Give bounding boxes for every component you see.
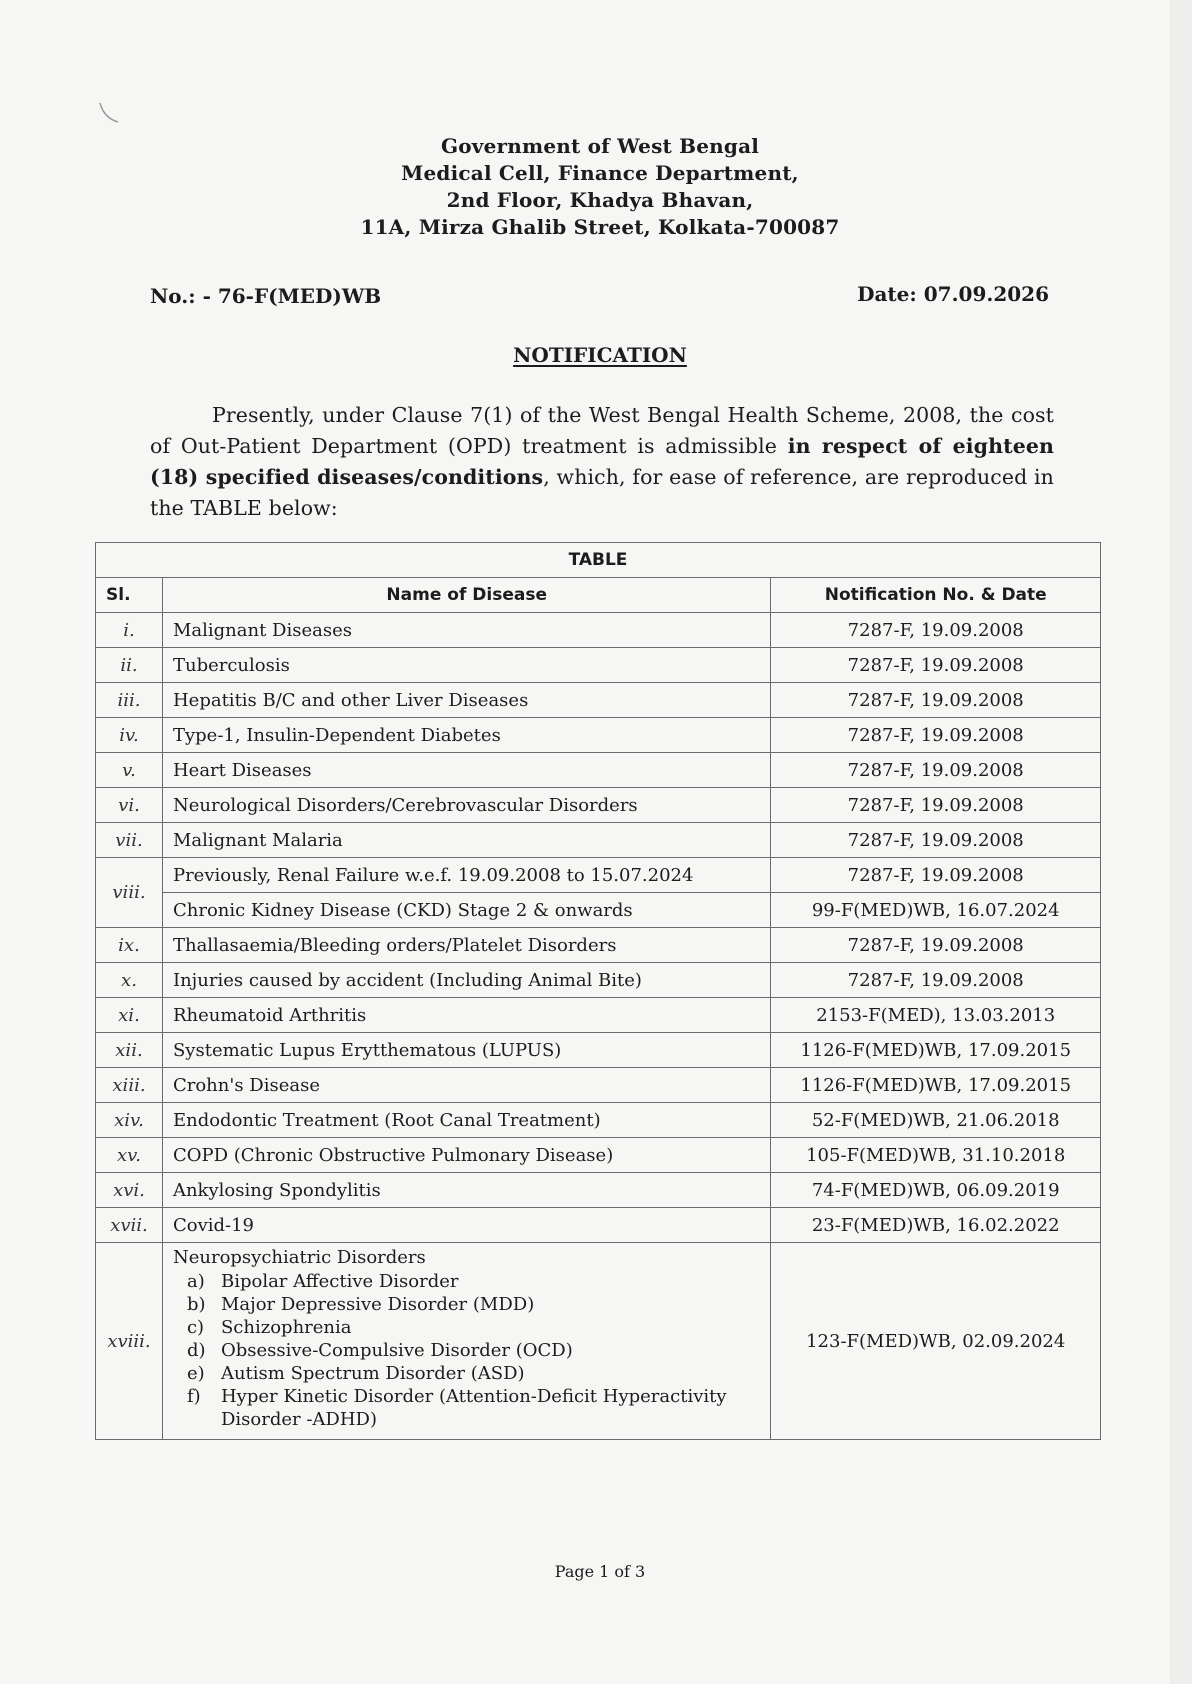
header-floor: 2nd Floor, Khadya Bhavan, bbox=[446, 188, 754, 212]
list-text: Bipolar Affective Disorder bbox=[220, 1271, 459, 1292]
intro-paragraph bbox=[150, 400, 1054, 524]
row-disease-name: Thallasaemia/Bleeding orders/Platelet Disorders bbox=[162, 928, 770, 963]
list-marker: a) bbox=[186, 1271, 205, 1292]
list-marker: b) bbox=[186, 1294, 206, 1315]
row-disease-name: Tuberculosis bbox=[162, 648, 770, 683]
list-item bbox=[173, 1385, 760, 1431]
row-notification: 7287-F, 19.09.2008 bbox=[771, 858, 1101, 893]
row-notification: 2153-F(MED), 13.03.2013 bbox=[771, 998, 1101, 1033]
row-disease-name: Hepatitis B/C and other Liver Diseases bbox=[162, 683, 770, 718]
row-notification: 105-F(MED)WB, 31.10.2018 bbox=[771, 1138, 1101, 1173]
row-disease-name: Injuries caused by accident (Including Animal Bite) bbox=[162, 963, 770, 998]
header-address: 11A, Mirza Ghalib Street, Kolkata-700087 bbox=[360, 215, 840, 239]
row-disease-name: Type-1, Insulin-Dependent Diabetes bbox=[162, 718, 770, 753]
row-notification: 7287-F, 19.09.2008 bbox=[771, 823, 1101, 858]
row-notification: 74-F(MED)WB, 06.09.2019 bbox=[771, 1173, 1101, 1208]
row-serial: xvii. bbox=[96, 1208, 163, 1243]
row-notification: 99-F(MED)WB, 16.07.2024 bbox=[771, 893, 1101, 928]
list-item bbox=[173, 1339, 760, 1362]
row-notification: 1126-F(MED)WB, 17.09.2015 bbox=[771, 1068, 1101, 1103]
intro-text-1: Presently, under Clause 7(1) of the West Bengal Health Scheme, 2008, the cost of Out-Patient Department (OPD) treatment is admissible bbox=[150, 403, 1054, 458]
row-serial: ix. bbox=[96, 928, 163, 963]
page-number: Page 1 of 3 bbox=[554, 1562, 646, 1581]
row-serial: vii. bbox=[96, 823, 163, 858]
subitem-list bbox=[173, 1270, 760, 1431]
disease-table bbox=[95, 542, 1101, 1440]
list-text: Schizophrenia bbox=[220, 1317, 352, 1338]
row-notification: 7287-F, 19.09.2008 bbox=[771, 648, 1101, 683]
table-row bbox=[96, 1243, 1101, 1440]
list-marker: d) bbox=[186, 1340, 206, 1361]
row-notification: 7287-F, 19.09.2008 bbox=[771, 963, 1101, 998]
row-disease-name: Endodontic Treatment (Root Canal Treatment) bbox=[162, 1103, 770, 1138]
row-serial: iv. bbox=[96, 718, 163, 753]
table-row bbox=[96, 753, 1101, 788]
table-row bbox=[96, 963, 1101, 998]
row-serial: xi. bbox=[96, 998, 163, 1033]
row-serial: iii. bbox=[96, 683, 163, 718]
header-sl: Sl. bbox=[96, 578, 163, 613]
table-row bbox=[96, 1138, 1101, 1173]
row-disease-name: Malignant Malaria bbox=[162, 823, 770, 858]
header-notification: Notification No. & Date bbox=[771, 578, 1101, 613]
list-text: Autism Spectrum Disorder (ASD) bbox=[220, 1363, 525, 1384]
notification-title bbox=[0, 343, 1192, 367]
row-serial: xiv. bbox=[96, 1103, 163, 1138]
notification-title-text: NOTIFICATION bbox=[513, 343, 687, 367]
list-item bbox=[173, 1293, 760, 1316]
row-serial: x. bbox=[96, 963, 163, 998]
row-serial: xvi. bbox=[96, 1173, 163, 1208]
row-notification: 52-F(MED)WB, 21.06.2018 bbox=[771, 1103, 1101, 1138]
row-serial: xii. bbox=[96, 1033, 163, 1068]
row-disease-name: Systematic Lupus Erytthematous (LUPUS) bbox=[162, 1033, 770, 1068]
row-disease-name: Chronic Kidney Disease (CKD) Stage 2 & onwards bbox=[162, 893, 770, 928]
table-row bbox=[96, 893, 1101, 928]
row-serial: vi. bbox=[96, 788, 163, 823]
reference-number: No.: - 76-F(MED)WB bbox=[150, 284, 382, 308]
row-notification: 7287-F, 19.09.2008 bbox=[771, 753, 1101, 788]
list-marker: f) bbox=[186, 1386, 201, 1407]
row-disease-name: Previously, Renal Failure w.e.f. 19.09.2008 to 15.07.2024 bbox=[162, 858, 770, 893]
row-serial: viii. bbox=[96, 858, 163, 928]
list-marker: e) bbox=[186, 1363, 205, 1384]
table-row bbox=[96, 928, 1101, 963]
table-row bbox=[96, 718, 1101, 753]
table-header-row bbox=[96, 578, 1101, 613]
neuropsychiatric-heading: Neuropsychiatric Disorders bbox=[172, 1247, 426, 1268]
row-notification: 7287-F, 19.09.2008 bbox=[771, 683, 1101, 718]
row-notification: 123-F(MED)WB, 02.09.2024 bbox=[771, 1243, 1101, 1440]
row-disease-name: Covid-19 bbox=[162, 1208, 770, 1243]
table-row bbox=[96, 858, 1101, 893]
row-disease-name: Rheumatoid Arthritis bbox=[162, 998, 770, 1033]
list-marker: c) bbox=[186, 1317, 205, 1338]
row-serial: xv. bbox=[96, 1138, 163, 1173]
table-row bbox=[96, 1033, 1101, 1068]
row-serial: xviii. bbox=[96, 1243, 163, 1440]
table-row bbox=[96, 823, 1101, 858]
table-title: TABLE bbox=[96, 543, 1101, 578]
reference-date: Date: 07.09.2026 bbox=[857, 282, 1049, 306]
row-disease-name: Crohn's Disease bbox=[162, 1068, 770, 1103]
row-notification: 7287-F, 19.09.2008 bbox=[771, 928, 1101, 963]
table-row bbox=[96, 1068, 1101, 1103]
row-disease-name: Heart Diseases bbox=[162, 753, 770, 788]
intro-text-bold: in respect of eighteen (18) specified diseases/conditions bbox=[150, 434, 1054, 489]
row-notification: 1126-F(MED)WB, 17.09.2015 bbox=[771, 1033, 1101, 1068]
list-text: Major Depressive Disorder (MDD) bbox=[220, 1294, 535, 1315]
list-item bbox=[173, 1270, 760, 1293]
list-text: Hyper Kinetic Disorder (Attention-Deficit Hyperactivity Disorder -ADHD) bbox=[220, 1386, 727, 1430]
table-row bbox=[96, 613, 1101, 648]
row-disease-name: Malignant Diseases bbox=[162, 613, 770, 648]
row-serial: xiii. bbox=[96, 1068, 163, 1103]
row-disease-name: COPD (Chronic Obstructive Pulmonary Disease) bbox=[162, 1138, 770, 1173]
table-row bbox=[96, 998, 1101, 1033]
list-item bbox=[173, 1362, 760, 1385]
row-serial: ii. bbox=[96, 648, 163, 683]
row-notification: 7287-F, 19.09.2008 bbox=[771, 613, 1101, 648]
header-government: Government of West Bengal bbox=[440, 134, 760, 158]
table-title-row bbox=[96, 543, 1101, 578]
header-department: Medical Cell, Finance Department, bbox=[401, 161, 799, 185]
table-row bbox=[96, 683, 1101, 718]
list-text: Obsessive-Compulsive Disorder (OCD) bbox=[220, 1340, 573, 1361]
table-row bbox=[96, 788, 1101, 823]
table-row bbox=[96, 1103, 1101, 1138]
table-row bbox=[96, 1173, 1101, 1208]
row-notification: 23-F(MED)WB, 16.02.2022 bbox=[771, 1208, 1101, 1243]
row-disease-name: Neurological Disorders/Cerebrovascular Disorders bbox=[162, 788, 770, 823]
intro-text-2: , which, for ease of reference, are reproduced in the TABLE below: bbox=[150, 465, 1054, 520]
table-row bbox=[96, 1208, 1101, 1243]
row-serial: i. bbox=[96, 613, 163, 648]
row-disease-name bbox=[162, 1243, 770, 1440]
office-header bbox=[0, 133, 1192, 241]
table-row bbox=[96, 648, 1101, 683]
row-serial: v. bbox=[96, 753, 163, 788]
row-notification: 7287-F, 19.09.2008 bbox=[771, 788, 1101, 823]
row-notification: 7287-F, 19.09.2008 bbox=[771, 718, 1101, 753]
row-disease-name: Ankylosing Spondylitis bbox=[162, 1173, 770, 1208]
header-name: Name of Disease bbox=[162, 578, 770, 613]
list-item bbox=[173, 1316, 760, 1339]
